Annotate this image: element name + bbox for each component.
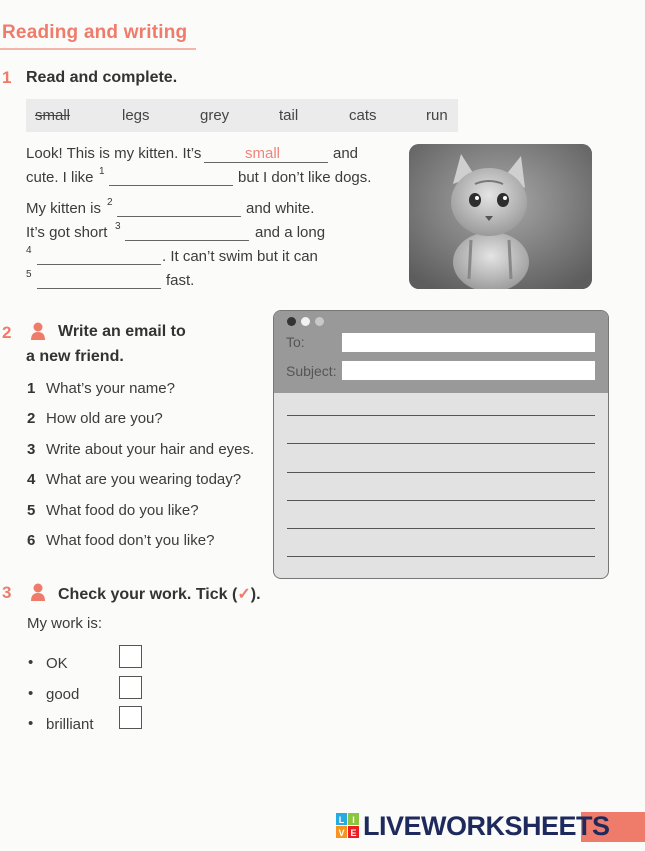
question-text: How old are you?: [46, 410, 163, 427]
title-underline: [0, 48, 196, 50]
question-text: What are you wearing today?: [46, 471, 242, 488]
writing-line[interactable]: [287, 415, 595, 416]
window-dot-icon: [287, 317, 296, 326]
word-bank-item: grey: [200, 107, 230, 124]
question-number: 4: [27, 471, 36, 488]
writing-line[interactable]: [287, 443, 595, 444]
answer-blank-3[interactable]: [125, 240, 249, 241]
exercise-3-heading: [58, 584, 261, 604]
bullet-icon: •: [28, 654, 34, 671]
exercise-1-number: 1: [2, 68, 12, 87]
word-bank-item: legs: [122, 107, 150, 124]
section-title: Reading and writing: [2, 22, 188, 43]
window-dot-icon: [301, 317, 310, 326]
self-check-intro: My work is:: [27, 615, 102, 632]
word-bank-item: small: [35, 107, 71, 124]
liveworksheets-logo[interactable]: [336, 810, 610, 842]
word-bank: [26, 99, 458, 132]
text-line: cute. I like: [26, 169, 94, 186]
writing-line[interactable]: [287, 528, 595, 529]
exercise-2-number: 2: [2, 323, 12, 342]
to-label: To:: [286, 334, 305, 350]
bullet-icon: •: [28, 715, 34, 732]
writing-line[interactable]: [287, 556, 595, 557]
question-text: What food do you like?: [46, 502, 199, 519]
exercise-3-heading-end: ).: [250, 586, 261, 603]
logo-letter: L: [338, 815, 345, 825]
checkbox-good[interactable]: [119, 676, 142, 699]
gap-number: 2: [107, 197, 113, 208]
checkbox-ok[interactable]: [119, 645, 142, 668]
email-form: [273, 310, 609, 579]
logo-letter: E: [350, 828, 357, 838]
logo-letter: I: [352, 815, 355, 825]
kitten-photo: [409, 144, 592, 289]
option-label: brilliant: [46, 716, 94, 733]
email-header: [274, 311, 608, 393]
exercise-3-heading-text: Check your work. Tick (: [58, 586, 238, 603]
word-bank-item: tail: [279, 107, 299, 124]
tick-mark-icon: ✓: [237, 586, 251, 603]
gap-number: 1: [99, 166, 105, 177]
text-line: My kitten is: [26, 200, 102, 217]
window-dot-icon: [315, 317, 324, 326]
checkbox-brilliant[interactable]: [119, 706, 142, 729]
question-text: Write about your hair and eyes.: [46, 441, 255, 458]
bullet-icon: •: [28, 685, 34, 702]
answer-blank-5[interactable]: [37, 288, 161, 289]
logo-letter: V: [338, 828, 345, 838]
text-line: It’s got short: [26, 224, 108, 241]
answer-blank-example: [204, 162, 328, 163]
option-label: good: [46, 686, 80, 703]
text-line: Look! This is my kitten. It’s: [26, 145, 202, 162]
gap-number: 5: [26, 269, 32, 280]
person-icon: [31, 583, 45, 601]
question-number: 5: [27, 502, 36, 519]
text-line: and: [333, 145, 359, 162]
text-line: and white.: [246, 200, 315, 217]
subject-label: Subject:: [286, 363, 337, 379]
text-line: but I don’t like dogs.: [238, 169, 372, 186]
option-label: OK: [46, 655, 68, 672]
writing-line[interactable]: [287, 500, 595, 501]
gap-number: 3: [115, 221, 121, 232]
word-bank-item: run: [426, 107, 448, 124]
exercise-1-heading: Read and complete.: [26, 69, 178, 86]
question-number: 1: [27, 380, 36, 397]
text-line: fast.: [166, 272, 195, 289]
question-number: 3: [27, 441, 36, 458]
subject-field[interactable]: [342, 361, 595, 380]
word-bank-item: cats: [349, 107, 377, 124]
to-field[interactable]: [342, 333, 595, 352]
gap-number: 4: [26, 245, 32, 256]
answer-blank-1[interactable]: [109, 185, 233, 186]
question-number: 2: [27, 410, 36, 427]
question-number: 6: [27, 532, 36, 549]
answer-blank-2[interactable]: [117, 216, 241, 217]
brand-name: LIVEWORKSHEETS: [363, 810, 610, 841]
answer-blank-4[interactable]: [37, 264, 161, 265]
text-line: and a long: [255, 224, 326, 241]
liveworksheets-logo-icon: [336, 813, 360, 839]
writing-line[interactable]: [287, 472, 595, 473]
question-text: What’s your name?: [46, 380, 175, 397]
exercise-3-number: 3: [2, 583, 12, 602]
example-answer: small: [245, 145, 281, 162]
person-icon: [31, 322, 45, 340]
exercise-2-heading: Write an email to: [58, 323, 186, 340]
text-line: . It can’t swim but it can: [162, 248, 318, 265]
exercise-2-heading-cont: a new friend.: [26, 348, 124, 365]
question-text: What food don’t you like?: [46, 532, 215, 549]
